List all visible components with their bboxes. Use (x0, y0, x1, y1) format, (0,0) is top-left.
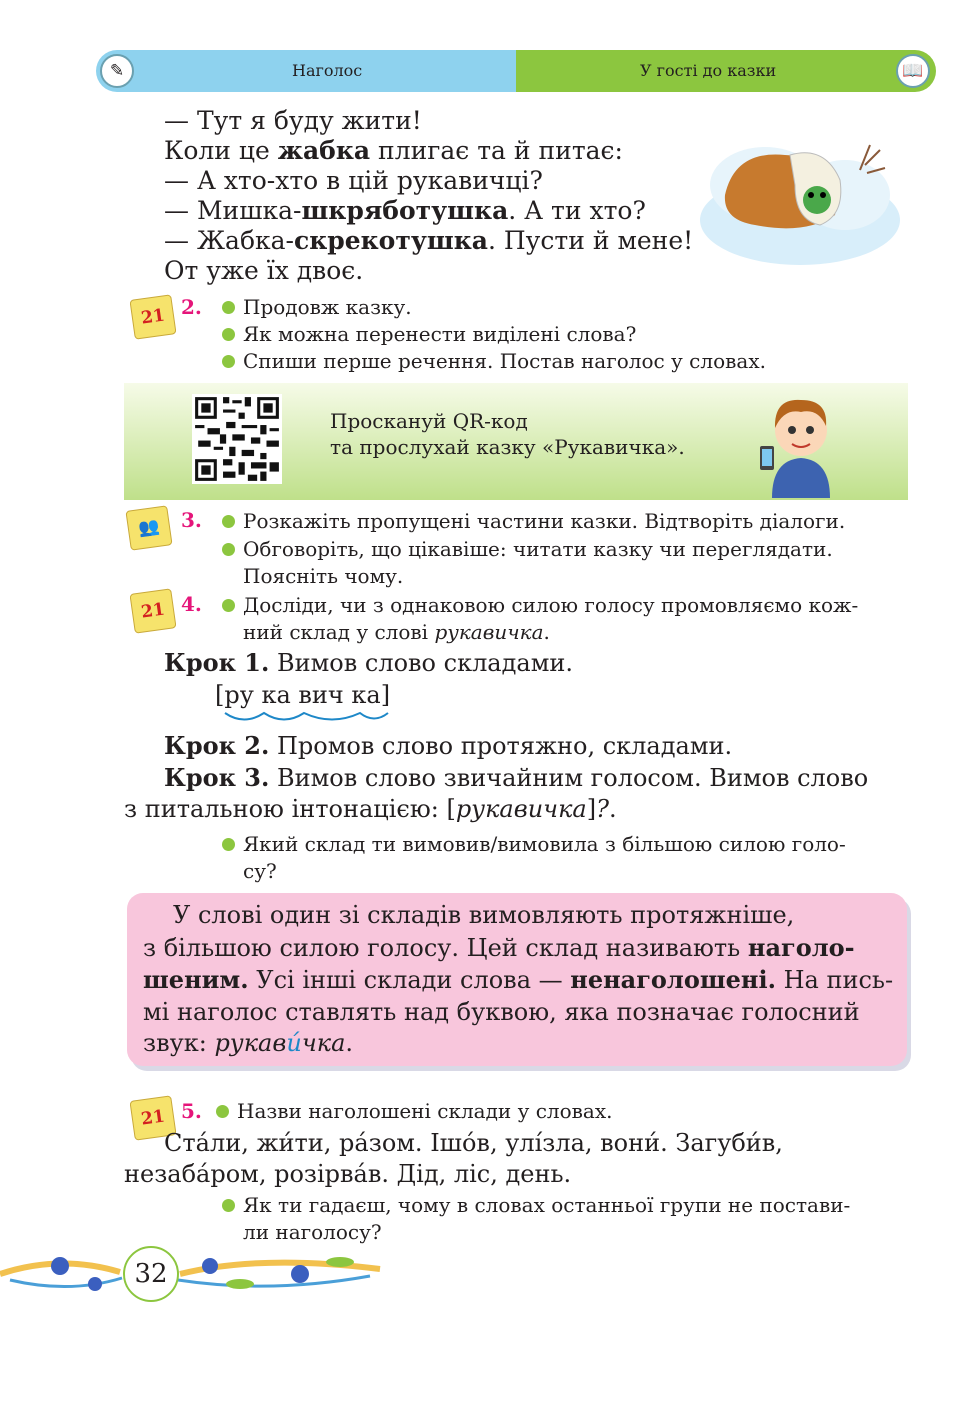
bullet-icon (216, 1105, 229, 1118)
task-question: Розкажіть пропущені частини казки. Відтворіть діалоги. (222, 508, 845, 534)
word-list: незаба́ром, розірва́в. Дід, ліс, день. (124, 1160, 572, 1188)
syllable-split: [ру ка вич ка] (215, 681, 391, 709)
syllable-arcs (222, 710, 392, 726)
page-number: 32 (123, 1246, 179, 1302)
task-question: Продовж казку. (222, 294, 412, 320)
page-header (96, 50, 936, 92)
task-question: Який склад ти вимовив/вимовила з більшою силою голо- (222, 831, 846, 857)
task-question-continued: су? (243, 859, 277, 883)
task-number: 3. (181, 508, 202, 532)
bullet-icon (222, 1199, 235, 1212)
task-question: Назви наголошені склади у словах. (216, 1098, 612, 1124)
task-question: Як можна перенести виділені слова? (222, 321, 636, 347)
qr-instruction: Проскануй QR-код (330, 409, 528, 433)
task-question-continued: Поясніть чому. (243, 564, 404, 588)
task-question: Досліди, чи з однаковою силою голосу промовляємо кож- (222, 592, 858, 618)
header-right-title: У гості до казки (640, 61, 777, 80)
bullet-icon (222, 301, 235, 314)
bullet-icon (222, 328, 235, 341)
bullet-icon (222, 515, 235, 528)
task-question: Як ти гадаєш, чому в словах останньої групи не постави- (222, 1192, 850, 1218)
step-3-continued: з питальною інтонацією: [рукавичка]?. (124, 795, 617, 823)
bullet-icon (222, 838, 235, 851)
task-number: 4. (181, 592, 202, 616)
word-list: Ста́ли, жи́ти, ра́зом. Ішо́в, улі́зла, вони́. Загуби́в, (164, 1129, 783, 1157)
qr-code-icon[interactable] (192, 394, 282, 484)
boy-with-phone-illustration (758, 388, 844, 498)
task-question-continued: ли наголосу? (243, 1220, 382, 1244)
task-write-icon: 21 (129, 294, 176, 339)
header-left-title: Наголос (292, 61, 363, 80)
task-write-icon: 21 (129, 1095, 176, 1140)
step-1: Крок 1. Вимов слово складами. (164, 648, 573, 677)
task-talk-icon: 👥 (125, 505, 172, 550)
task-number: 5. (181, 1099, 202, 1123)
book-icon: 📖 (896, 54, 930, 88)
story-line: — А хто-хто в цій рукавичці? (164, 166, 543, 195)
story-line: — Жабка-скрекотушка. Пусти й мене! (164, 226, 694, 255)
task-question: Обговоріть, що цікавіше: читати казку чи переглядати. (222, 536, 833, 562)
mitten-illustration (695, 125, 905, 270)
story-line: Коли це жабка плигає та й питає: (164, 136, 623, 165)
task-question: Спиши перше речення. Постав наголос у словах. (222, 348, 766, 374)
story-excerpt (164, 106, 693, 286)
pen-icon: ✎ (100, 54, 134, 88)
floral-ornament (0, 1244, 390, 1304)
bullet-icon (222, 355, 235, 368)
story-line: — Мишка-шкряботушка. А ти хто? (164, 196, 646, 225)
rule-text: У слові один зі складів вимовляють протяжніше, з більшою силою голосу. Цей склад називають наголо- шеним. Усі інші склади слова — ненаголошені. На пись- мі наголос ставлять над буквою, яка позначає голосний звук: рукави́чка. (143, 901, 894, 1057)
task-question-continued: ний склад у слові рукавичка. (243, 620, 550, 644)
story-line: — Тут я буду жити! (164, 106, 422, 135)
qr-instruction: та прослухай казку «Рукавичка». (330, 435, 685, 459)
bullet-icon (222, 599, 235, 612)
step-3: Крок 3. Вимов слово звичайним голосом. Вимов слово (164, 763, 869, 792)
step-2: Крок 2. Промов слово протяжно, складами. (164, 731, 733, 760)
task-write-icon: 21 (129, 588, 176, 633)
story-line: От уже їх двоє. (164, 256, 364, 285)
bullet-icon (222, 543, 235, 556)
task-number: 2. (181, 295, 202, 319)
